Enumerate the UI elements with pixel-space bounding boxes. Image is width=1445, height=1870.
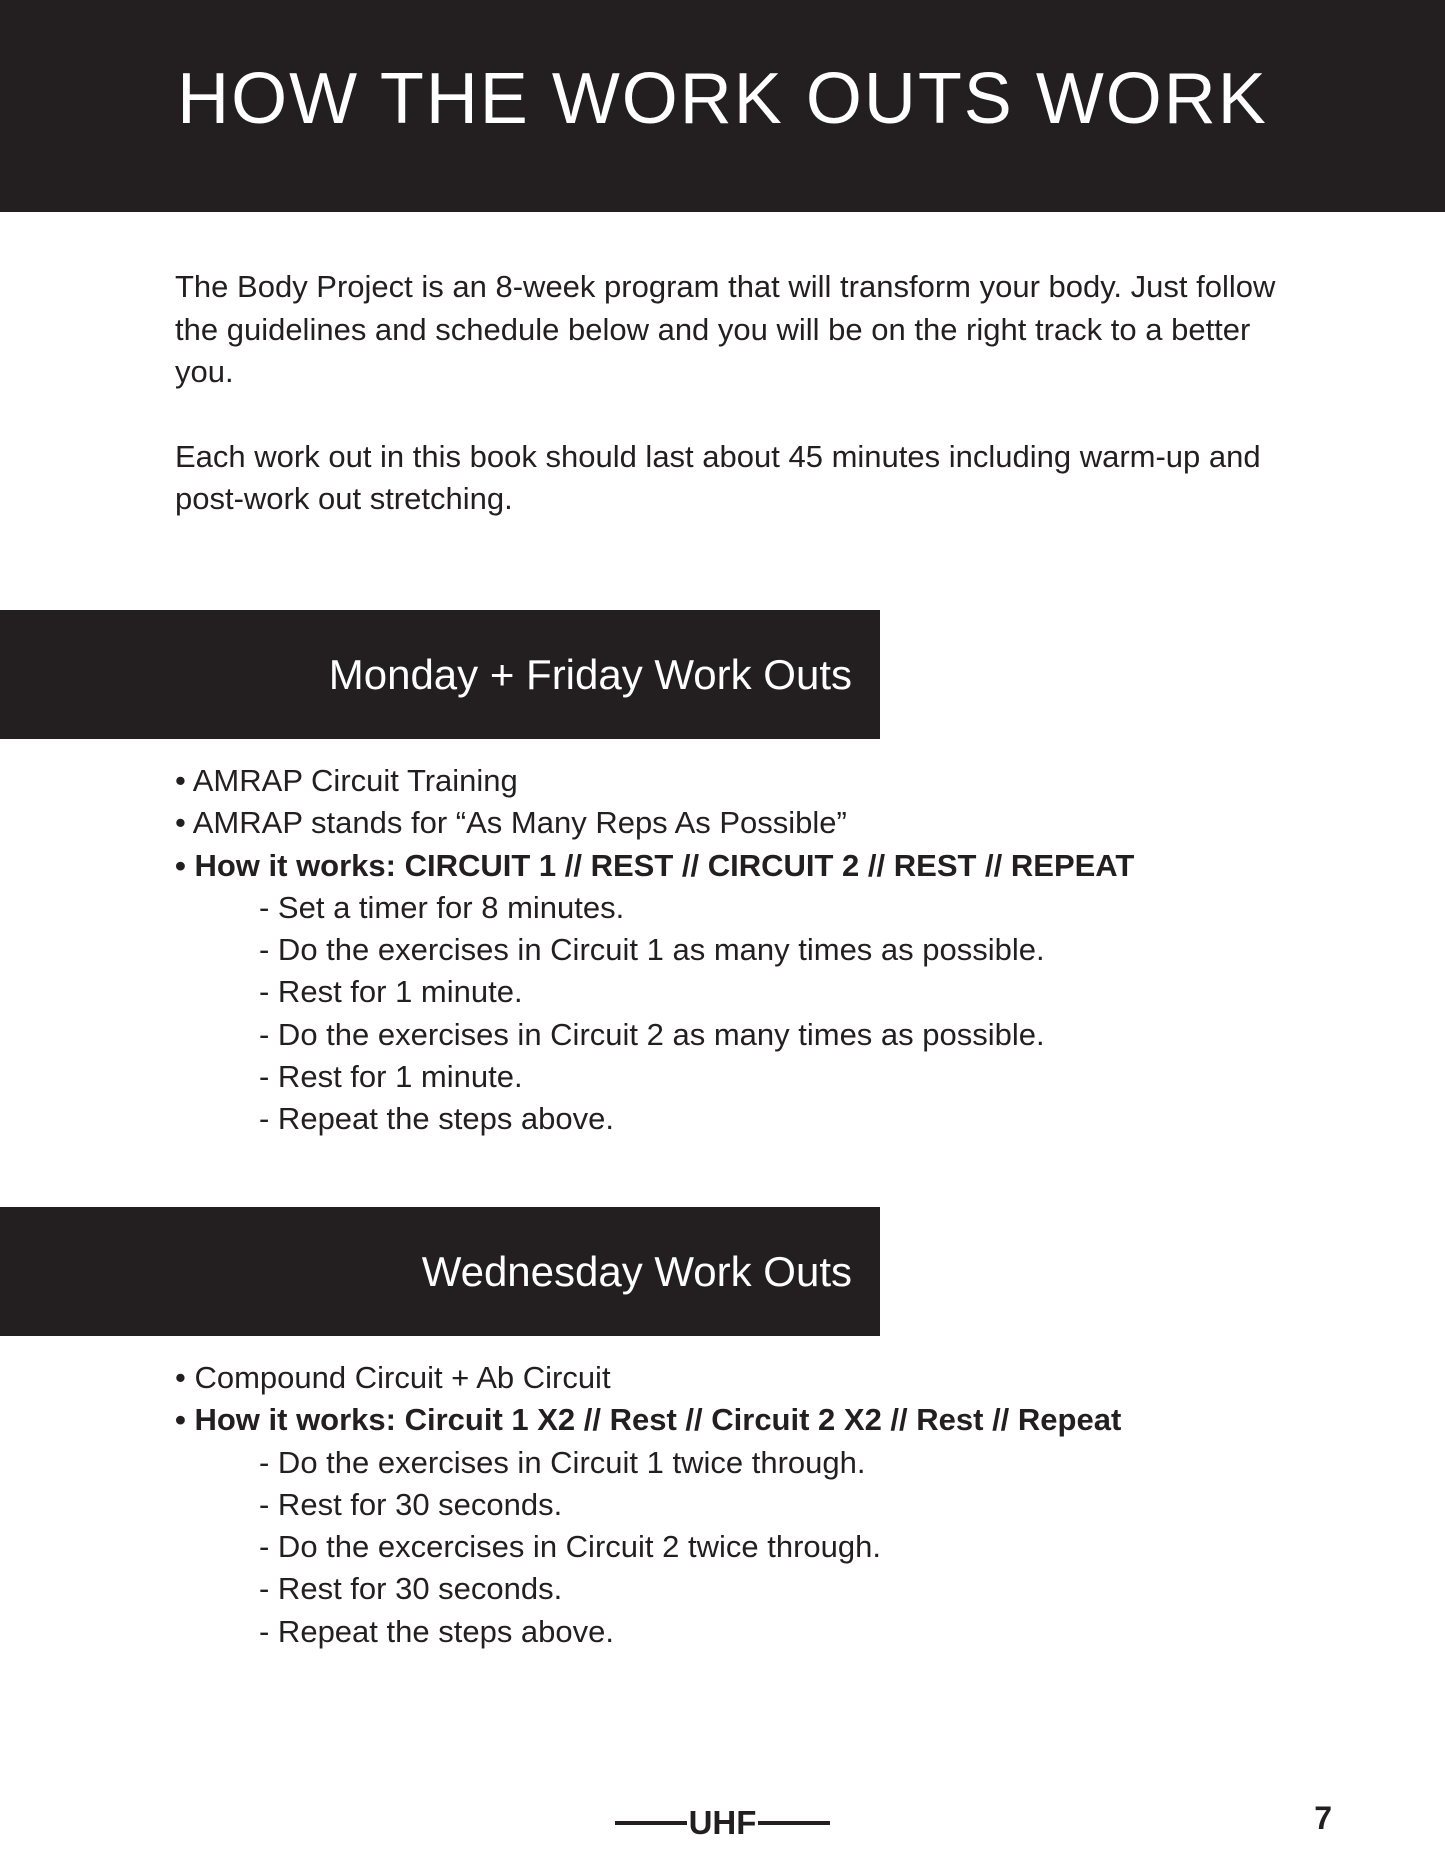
monday-friday-title: Monday + Friday Work Outs: [328, 650, 852, 698]
step-item: - Rest for 30 seconds.: [259, 1486, 563, 1522]
list-item: • Compound Circuit + Ab Circuit: [175, 1360, 611, 1395]
step-item: - Do the excercises in Circuit 2 twice through.: [259, 1529, 881, 1565]
list-item: • AMRAP stands for “As Many Reps As Possible”: [175, 805, 847, 841]
step-item: - Rest for 1 minute.: [259, 974, 523, 1010]
step-item: - Do the exercises in Circuit 1 twice through.: [259, 1444, 866, 1480]
list-item: • AMRAP Circuit Training: [175, 763, 518, 798]
step-item: - Do the exercises in Circuit 2 as many times as possible.: [259, 1016, 1045, 1052]
wednesday-title: Wednesday Work Outs: [421, 1247, 852, 1295]
footer-logo: [0, 1804, 1445, 1842]
page-number: 7: [1314, 1800, 1332, 1836]
logo-dash-right: [758, 1821, 830, 1825]
page-title: HOW THE WORK OUTS WORK: [177, 59, 1268, 139]
wednesday-header: [0, 1207, 880, 1336]
how-it-works-item: • How it works: Circuit 1 X2 // Rest // Circuit 2 X2 // Rest // Repeat: [175, 1402, 1122, 1438]
intro-paragraph-1: The Body Project is an 8-week program that will transform your body. Just follow the guidelines and schedule below and you will be on the right track to a better you.: [175, 269, 1276, 389]
logo-text: UHF: [688, 1804, 757, 1841]
step-item: - Repeat the steps above.: [259, 1101, 615, 1137]
monday-friday-header: [0, 610, 880, 739]
step-item: - Set a timer for 8 minutes.: [259, 889, 625, 925]
step-item: - Rest for 30 seconds.: [259, 1571, 563, 1607]
step-item: - Do the exercises in Circuit 1 as many times as possible.: [259, 932, 1045, 968]
intro-paragraph-2: Each work out in this book should last about 45 minutes including warm-up and post-work out stretching.: [175, 438, 1261, 516]
wednesday-list: [175, 1357, 1335, 1653]
how-it-works-item: • How it works: CIRCUIT 1 // REST // CIRCUIT 2 // REST // REPEAT: [175, 847, 1135, 883]
logo-dash-left: [615, 1821, 687, 1825]
header-bar: [0, 0, 1445, 212]
step-item: - Rest for 1 minute.: [259, 1059, 523, 1095]
step-item: - Repeat the steps above.: [259, 1613, 615, 1649]
monday-friday-list: [175, 760, 1335, 1141]
intro-section: [175, 266, 1285, 563]
